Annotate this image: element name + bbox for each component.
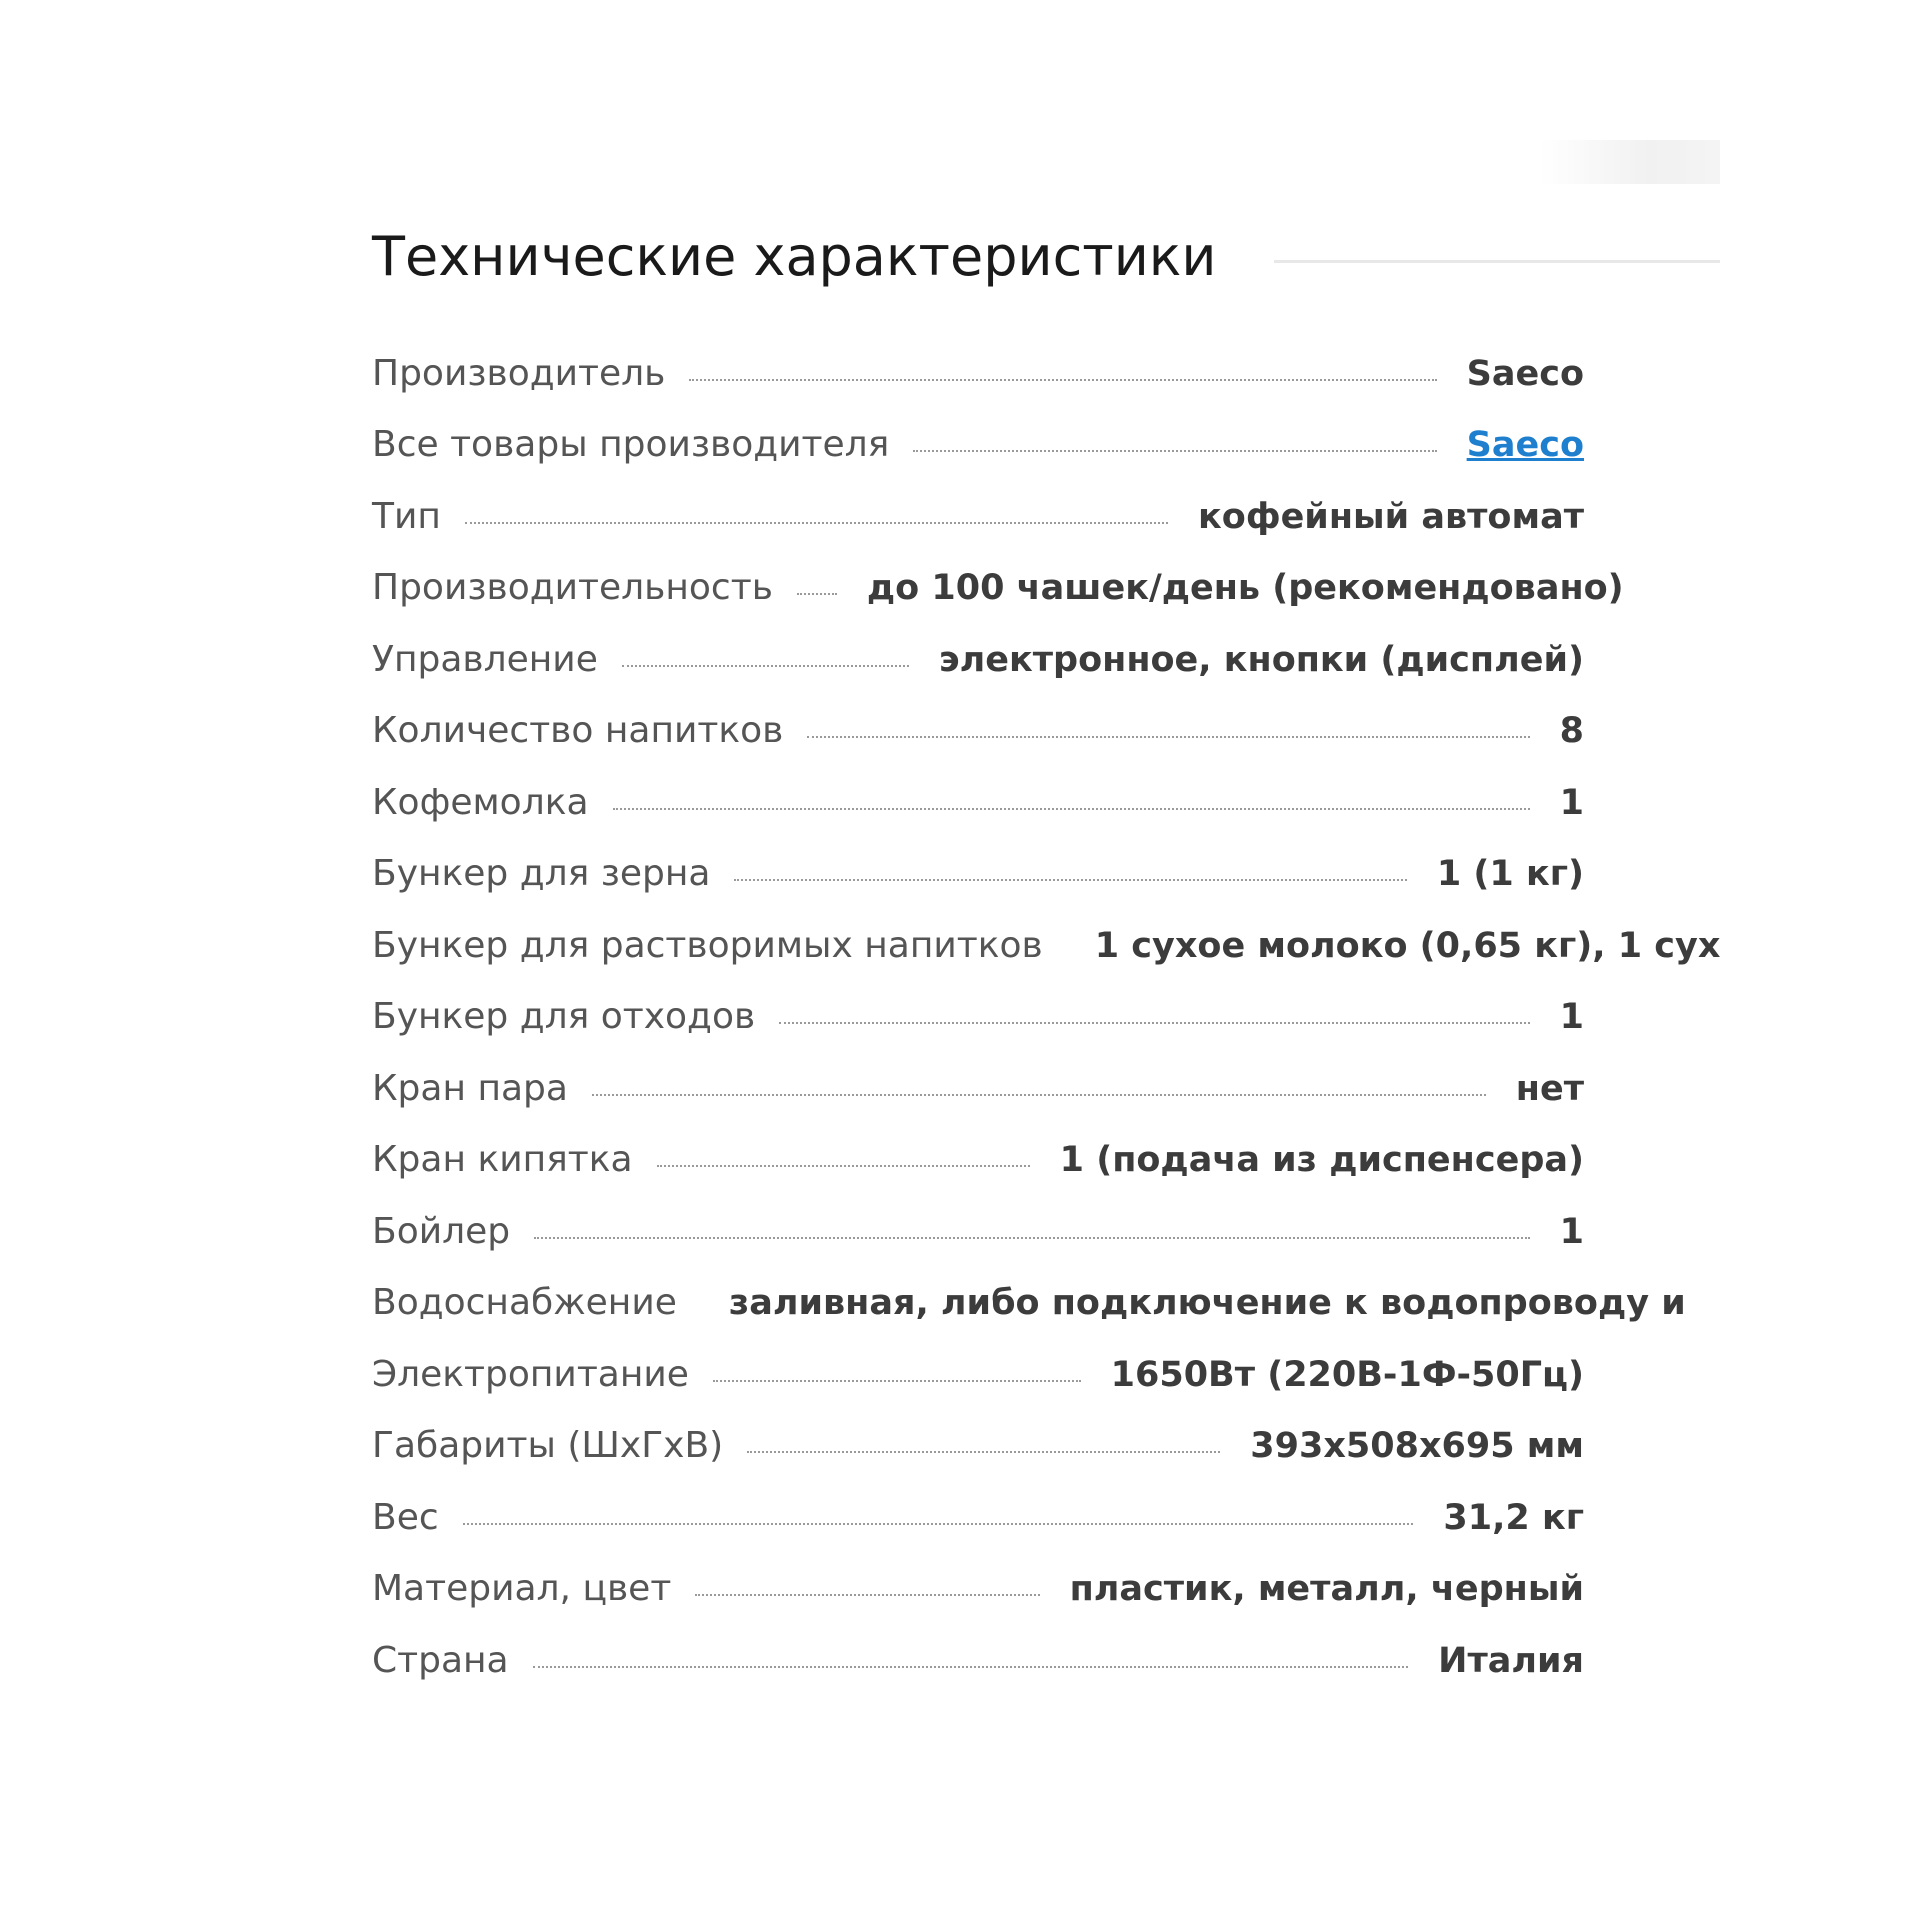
spec-label: Бойлер xyxy=(372,1210,511,1252)
spec-value: Италия xyxy=(1438,1640,1584,1681)
spec-row-manufacturer xyxy=(372,338,1584,410)
dot-leader xyxy=(747,1451,1220,1453)
spec-label: Кран пара xyxy=(372,1067,568,1109)
spec-value: 393х508х695 мм xyxy=(1250,1426,1584,1467)
spec-row-instant-hopper xyxy=(372,910,1721,982)
dot-leader xyxy=(613,808,1530,810)
spec-label: Материал, цвет xyxy=(372,1568,672,1610)
dot-leader xyxy=(465,522,1168,524)
spec-row-boiler xyxy=(372,1196,1584,1268)
dot-leader xyxy=(779,1022,1529,1024)
spec-label: Бункер для отходов xyxy=(372,996,756,1038)
spec-row-weight xyxy=(372,1482,1584,1554)
spec-label: Электропитание xyxy=(372,1353,689,1395)
spec-row-country xyxy=(372,1625,1584,1697)
spec-label: Бункер для растворимых напитков xyxy=(372,924,1043,966)
dot-leader xyxy=(713,1380,1081,1382)
spec-value: 1 (1 кг) xyxy=(1436,854,1584,895)
spec-row-steam-tap xyxy=(372,1053,1584,1125)
spec-row-waste-bin xyxy=(372,982,1584,1054)
spec-label: Водоснабжение xyxy=(372,1282,677,1324)
spec-value: кофейный автомат xyxy=(1198,496,1584,537)
spec-label: Производительность xyxy=(372,567,773,609)
spec-label: Страна xyxy=(372,1639,509,1681)
spec-value: 1 xyxy=(1559,782,1584,823)
spec-value: 8 xyxy=(1559,711,1584,752)
spec-label: Бункер для зерна xyxy=(372,853,711,895)
spec-row-bean-hopper xyxy=(372,839,1584,911)
spec-value: 1 xyxy=(1559,1211,1584,1252)
spec-row-type xyxy=(372,481,1584,553)
spec-label: Кофемолка xyxy=(372,781,589,823)
spec-row-drinks-count xyxy=(372,696,1584,768)
dot-leader xyxy=(734,879,1406,881)
spec-list xyxy=(372,338,1721,1697)
spec-label: Управление xyxy=(372,638,598,680)
spec-label: Тип xyxy=(372,495,441,537)
top-edge-shade xyxy=(1540,140,1720,184)
spec-value: 31,2 кг xyxy=(1443,1497,1584,1538)
dot-leader xyxy=(657,1165,1030,1167)
manufacturer-link[interactable]: Saeco xyxy=(1466,425,1584,466)
spec-value: 1650Вт (220В-1Ф-50Гц) xyxy=(1110,1354,1584,1395)
spec-row-hot-water-tap xyxy=(372,1125,1584,1197)
spec-value: до 100 чашек/день (рекомендовано) xyxy=(866,568,1624,609)
spec-value: 1 xyxy=(1559,997,1584,1038)
dot-leader xyxy=(807,736,1529,738)
spec-row-grinder xyxy=(372,767,1584,839)
section-title: Технические характеристики xyxy=(372,225,1217,288)
dot-leader xyxy=(534,1237,1530,1239)
spec-value: заливная, либо подключение к водопроводу и xyxy=(728,1283,1686,1324)
dot-leader xyxy=(913,450,1436,452)
dot-leader xyxy=(622,665,909,667)
spec-value: нет xyxy=(1515,1068,1584,1109)
spec-label: Количество напитков xyxy=(372,710,784,752)
spec-value: Saeco xyxy=(1466,353,1584,394)
spec-row-capacity xyxy=(372,553,1624,625)
dot-leader xyxy=(592,1094,1486,1096)
spec-value: 1 (подача из диспенсера) xyxy=(1059,1140,1584,1181)
dot-leader xyxy=(797,593,837,595)
spec-row-water-supply xyxy=(372,1268,1686,1340)
tech-specs-section xyxy=(372,214,1721,1681)
spec-value: пластик, металл, черный xyxy=(1069,1569,1584,1610)
spec-row-material xyxy=(372,1554,1584,1626)
spec-row-control xyxy=(372,624,1584,696)
header-divider xyxy=(1274,260,1720,263)
spec-row-dimensions xyxy=(372,1411,1584,1483)
spec-value: 1 сухое молоко (0,65 кг), 1 сух xyxy=(1094,925,1721,966)
spec-row-all-products xyxy=(372,410,1584,482)
spec-row-power xyxy=(372,1339,1584,1411)
dot-leader xyxy=(463,1523,1414,1525)
spec-value: электронное, кнопки (дисплей) xyxy=(938,639,1584,680)
spec-label: Все товары производителя xyxy=(372,424,890,466)
spec-label: Габариты (ШхГхВ) xyxy=(372,1425,724,1467)
spec-label: Кран кипятка xyxy=(372,1139,633,1181)
dot-leader xyxy=(533,1666,1409,1668)
dot-leader xyxy=(695,1594,1039,1596)
spec-label: Вес xyxy=(372,1496,439,1538)
spec-label: Производитель xyxy=(372,352,666,394)
dot-leader xyxy=(689,379,1436,381)
section-header xyxy=(372,214,1720,304)
